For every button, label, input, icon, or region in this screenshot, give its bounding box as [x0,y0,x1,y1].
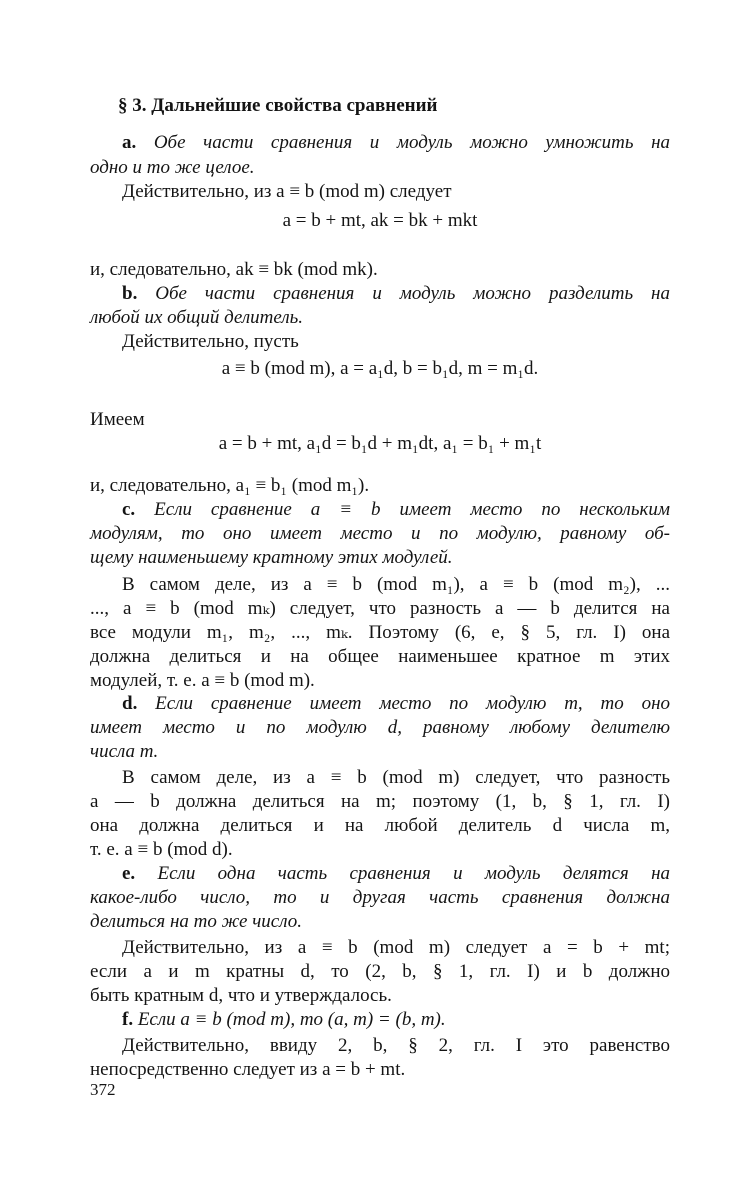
text-line: она должна делиться и на любой делитель d числа m, [90,815,670,836]
text-line [122,692,670,716]
text-line [122,282,670,306]
theorem-label: a. [122,132,137,153]
text-line: a — b должна делиться на m; поэтому (1, b, § 1, гл. I) [90,791,670,812]
text-line [122,862,670,886]
text-line: имеет место и по модулю d, равному любому делителю [90,717,670,738]
theorem-statement: Если одна часть сравнения и модуль делятся на [135,863,670,884]
text-line [122,498,670,522]
text-line: В самом деле, из a ≡ b (mod m) следует, что разность [122,767,670,788]
text-line: какое-либо число, то и другая часть сравнения должна [90,887,670,908]
text-line: и, следовательно, a₁ ≡ b₁ (mod m₁). [90,475,370,496]
theorem-statement: Если сравнение имеет место по модулю m, то оно [137,693,670,714]
text-line: должна делиться и на общее наименьшее кратное m этих [90,646,670,667]
theorem-statement: Обе части сравнения и модуль можно разделить на [137,283,670,304]
text-line: любой их общий делитель. [90,307,304,328]
theorem-label: e. [122,863,136,884]
text-line: Действительно, пусть [122,331,299,352]
text-line: Действительно, ввиду 2, b, § 2, гл. I это равенство [122,1035,670,1056]
text-line: a ≡ b (mod m), a = a₁d, b = b₁d, m = m₁d. [221,358,539,379]
theorem-label: d. [122,693,138,714]
theorem-statement: Обе части сравнения и модуль можно умножить на [136,132,670,153]
text-line: a = b + mt, a₁d = b₁d + m₁dt, a₁ = b₁ + m₁t [218,433,542,454]
text-line: быть кратным d, что и утверждалось. [90,985,392,1006]
text-line: все модули m₁, m₂, ..., mₖ. Поэтому (6, e, § 5, гл. I) она [90,622,670,643]
text-line [122,131,670,155]
text-line: ..., a ≡ b (mod mₖ) следует, что разность a — b делится на [90,598,670,619]
theorem-label: b. [122,283,138,304]
page-number: 372 [90,1080,116,1099]
text-line: Действительно, из a ≡ b (mod m) следует a = b + mt; [122,937,670,958]
text-line: a = b + mt, ak = bk + mkt [282,210,478,231]
theorem-label: c. [122,499,136,520]
text-line [122,1008,670,1032]
theorem-label: f. [122,1009,134,1030]
text-line: модулей, т. е. a ≡ b (mod m). [90,670,315,691]
text-line: делиться на то же число. [90,911,302,932]
text-line: одно и то же целое. [90,157,255,178]
text-line: Действительно, из a ≡ b (mod m) следует [122,181,452,202]
text-line: модулям, то оно имеет место и по модулю, равному об- [90,523,670,544]
text-line: т. е. a ≡ b (mod d). [90,839,233,860]
section-heading: § 3. Дальнейшие свойства сравнений [118,95,438,116]
theorem-statement: Если сравнение a ≡ b имеет место по нескольким [135,499,670,520]
text-line: если a и m кратны d, то (2, b, § 1, гл. I) и b должно [90,961,670,982]
text-line: щему наименьшему кратному этих модулей. [90,547,453,568]
text-line: Имеем [90,409,145,430]
text-line: непосредственно следует из a = b + mt. [90,1059,406,1080]
text-line: В самом деле, из a ≡ b (mod m₁), a ≡ b (mod m₂), ... [122,574,670,595]
text-line: и, следовательно, ak ≡ bk (mod mk). [90,259,378,280]
text-line: числа m. [90,741,159,762]
theorem-statement: Если a ≡ b (mod m), то (a, m) = (b, m). [133,1009,446,1030]
